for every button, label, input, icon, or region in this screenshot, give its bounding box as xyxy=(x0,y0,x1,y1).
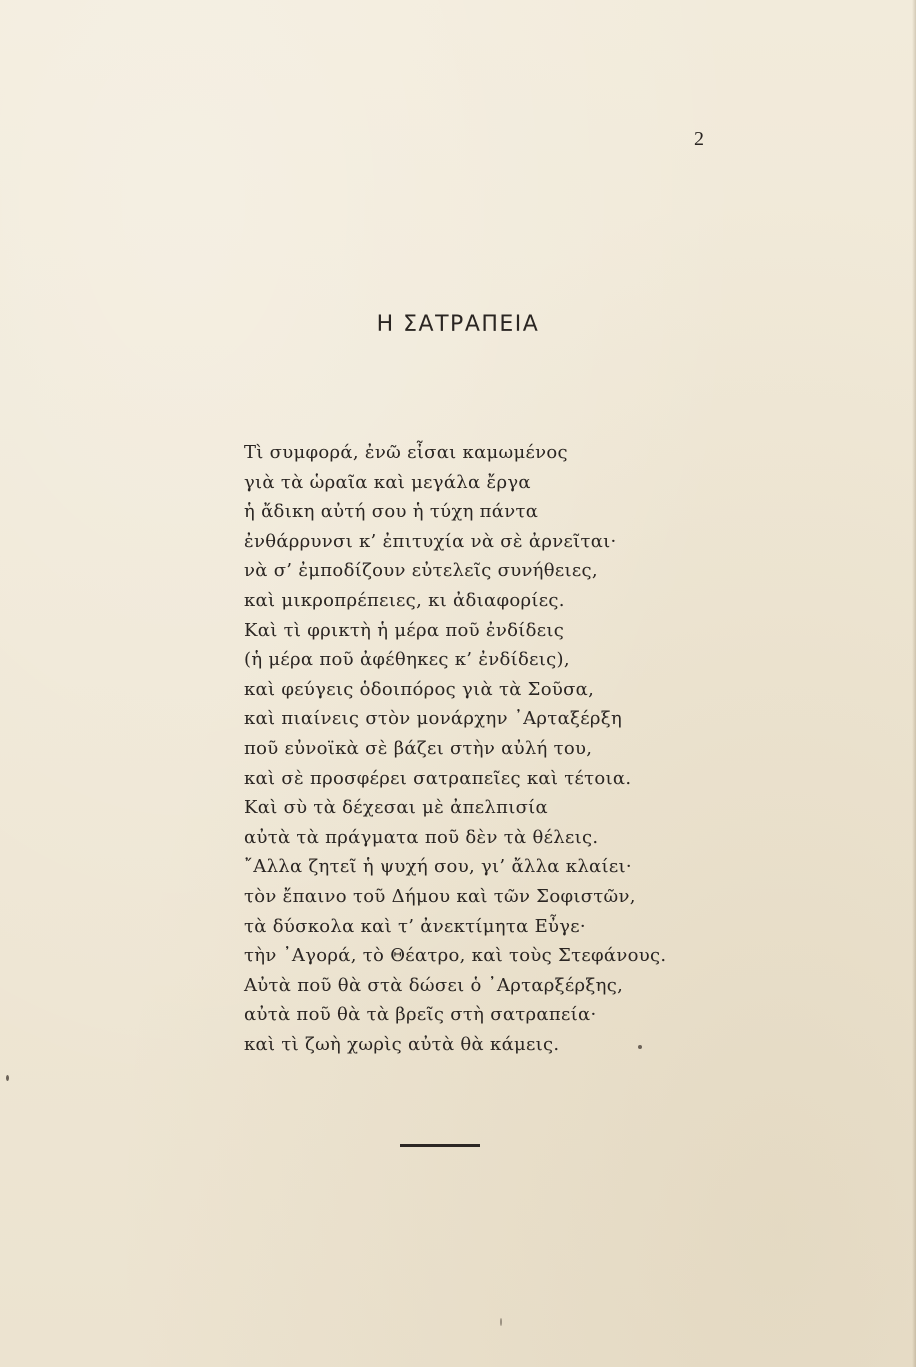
poem-line: καὶ σὲ προσφέρει σατραπεῖες καὶ τέτοια. xyxy=(244,767,632,789)
poem-line: Τὶ συμφορά, ἐνῶ εἶσαι καμωμένος xyxy=(244,442,568,463)
poem-line: τὴν ᾿Αγορά, τὸ Θέατρο, καὶ τοὺς Στεφάνους. xyxy=(244,945,667,967)
poem-line: (ἡ μέρα ποῦ ἀφέθηκες κ’ ἐνδίδεις), xyxy=(244,649,570,671)
poem-line: γιὰ τὰ ὡραῖα καὶ μεγάλα ἔργα xyxy=(244,471,531,493)
poem-line: ἐνθάρρυνσι κ’ ἐπιτυχία νὰ σὲ ἀρνεῖται· xyxy=(244,530,617,552)
poem-line: ῎Αλλα ζητεῖ ἡ ψυχή σου, γι’ ἄλλα κλαίει· xyxy=(244,856,632,878)
poem-line: ἡ ἄδικη αὐτή σου ἡ τύχη πάντα xyxy=(244,501,539,523)
poem-body xyxy=(244,438,714,1059)
paper-speck xyxy=(6,1075,9,1081)
page-number: 2 xyxy=(694,128,704,150)
poem-line: Αὐτὰ ποῦ θὰ στὰ δώσει ὁ ᾿Αρταρξέρξης, xyxy=(244,974,624,996)
poem-line: καὶ φεύγεις ὁδοιπόρος γιὰ τὰ Σοῦσα, xyxy=(244,678,595,700)
poem-line: αὐτὰ τὰ πράγματα ποῦ δὲν τὰ θέλεις. xyxy=(244,826,599,848)
poem-line: καὶ πιαίνεις στὸν μονάρχην ᾿Αρταξέρξη xyxy=(244,708,623,730)
poem-line: Καὶ σὺ τὰ δέχεσαι μὲ ἀπελπισία xyxy=(244,797,548,819)
poem-title xyxy=(0,312,916,337)
paper-speck xyxy=(500,1318,502,1326)
poem-line: καὶ τὶ ζωὴ χωρὶς αὐτὰ θὰ κάμεις. xyxy=(244,1033,560,1055)
poem-line: αὐτὰ ποῦ θὰ τὰ βρεῖς στὴ σατραπεία· xyxy=(244,1004,597,1026)
page-edge-shadow xyxy=(912,0,916,1367)
poem-line: νὰ σ’ ἐμποδίζουν εὐτελεῖς συνήθειες, xyxy=(244,560,598,582)
closing-rule xyxy=(400,1144,480,1147)
poem-line: τὰ δύσκολα καὶ τ’ ἀνεκτίμητα Εὖγε· xyxy=(244,915,586,937)
poem-line: καὶ μικροπρέπειες, κι ἀδιαφορίες. xyxy=(244,589,565,611)
poem-line: Καὶ τὶ φρικτὴ ἡ μέρα ποῦ ἐνδίδεις xyxy=(244,619,565,641)
poem-line: ποῦ εὐνοϊκὰ σὲ βάζει στὴν αὐλή του, xyxy=(244,737,593,759)
paper-speck xyxy=(638,1045,642,1049)
poem-line: τὸν ἔπαινο τοῦ Δήμου καὶ τῶν Σοφιστῶν, xyxy=(244,885,636,907)
poem-title-text: Η ΣΑΤΡΑΠΕΙΑ xyxy=(376,312,540,337)
